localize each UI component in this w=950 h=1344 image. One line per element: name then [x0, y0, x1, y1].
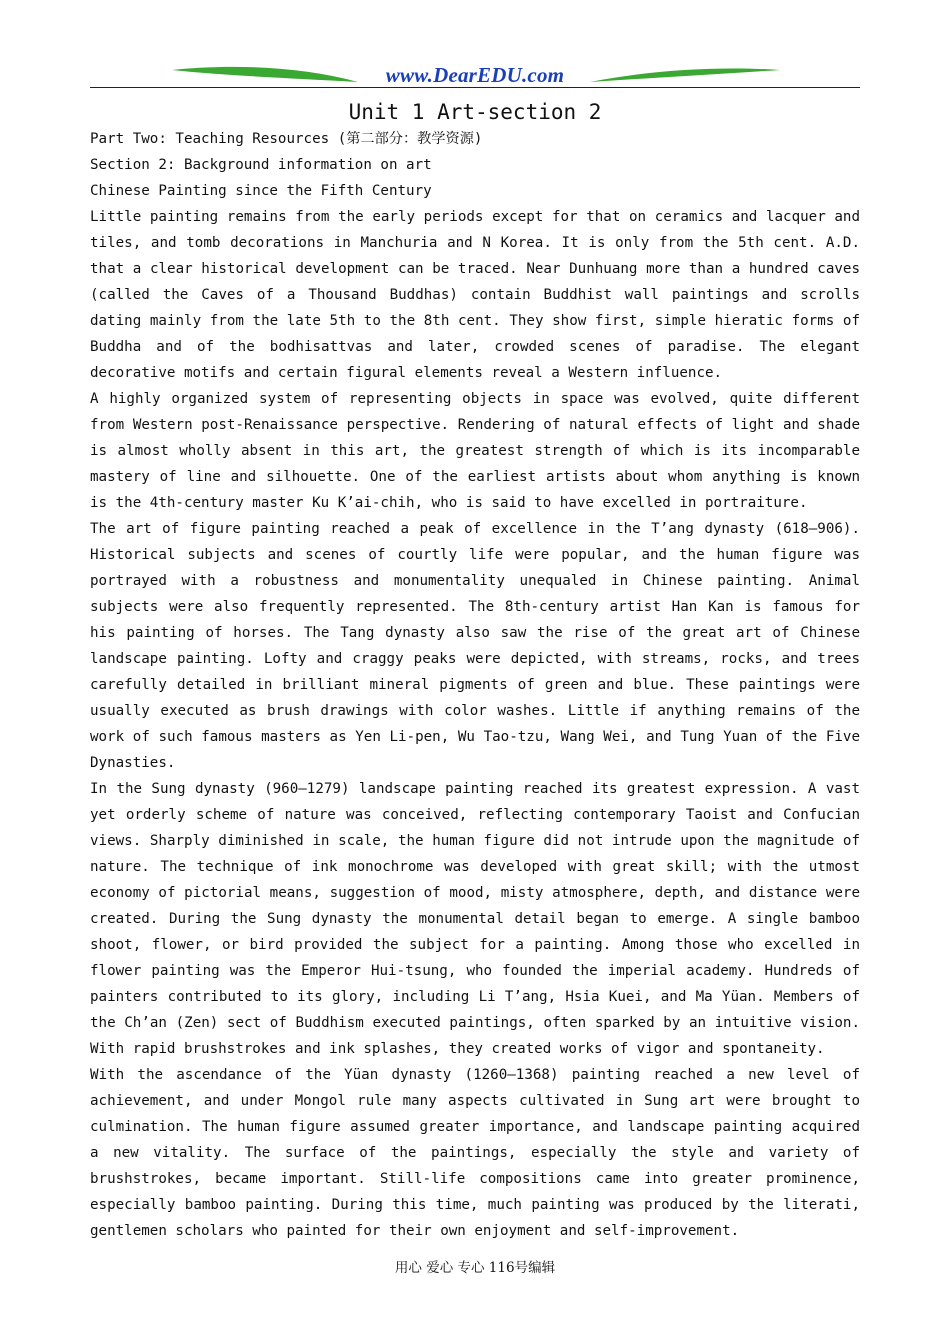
page-footer: 用心 爱心 专心 116号编辑	[394, 1260, 556, 1276]
paragraph-tang-dynasty: The art of figure painting reached a peak of excellence in the T’ang dynasty (618–906). Historical subjects and scenes of courtly life were popular, and the human figure was portrayed with a robustness and monumentality unequaled in Chinese painting. Animal subjects were also frequently represented. The 8th-century artist Han Kan is famous for his painting of horses. The Tang dynasty also saw the rise of the great art of Chinese landscape painting. Lofty and craggy peaks were depicted, with streams, rocks, and trees carefully detailed in brilliant mineral pigments of green and blue. These paintings were usually executed as brush drawings with color washes. Little if anything remains of the work of such famous masters as Yen Li-pen, Wu Tao-tzu, Wang Wei, and Tung Yuan of the Five Dynasties.	[90, 521, 860, 771]
site-header	[90, 62, 860, 90]
site-logo-text[interactable]: www.DearEDU.com	[385, 63, 565, 87]
header-divider	[90, 87, 860, 88]
section-heading: Section 2: Background information on art	[90, 157, 432, 173]
paragraph-space-system: A highly organized system of representing objects in space was evolved, quite different from Western post-Renaissance perspective. Rendering of natural effects of light and shade is almost wholly absent in this art, the greatest strength of which is its incomparable mastery of line and silhouette. One of the earliest artists about whom anything is known is the 4th-century master Ku K’ai-chih, who is said to have excelled in portraiture.	[90, 391, 860, 511]
article-subtitle: Chinese Painting since the Fifth Century	[90, 183, 432, 199]
document-body	[90, 126, 860, 1244]
paragraph-sung-dynasty: In the Sung dynasty (960–1279) landscape painting reached its greatest expression. A vast yet orderly scheme of nature was conceived, reflecting contemporary Taoist and Confucian views. Sharply diminished in scale, the human figure did not intrude upon the magnitude of nature. The technique of ink monochrome was developed with great skill; with the utmost economy of pictorial means, suggestion of mood, misty atmosphere, depth, and distance were created. During the Sung dynasty the monumental detail began to emerge. A single bamboo shoot, flower, or bird provided the subject for a painting. Among those who excelled in flower painting was the Emperor Hui-tsung, who founded the imperial academy. Hundreds of painters contributed to its glory, including Li T’ang, Hsia Kuei, and Ma Yüan. Members of the Ch’an (Zen) sect of Buddhism executed paintings, often sparked by an intuitive vision. With rapid brushstrokes and ink splashes, they created works of vigor and spontaneity.	[90, 781, 860, 1057]
paragraph-yuan-dynasty: With the ascendance of the Yüan dynasty (1260–1368) painting reached a new level of achievement, and under Mongol rule many aspects cultivated in Sung art were brought to culmination. The human figure assumed greater importance, and landscape painting acquired a new vitality. The surface of the paintings, especially the style and variety of brushstrokes, became important. Still-life compositions came into greater prominence, especially bamboo painting. During this time, much painting was produced by the literati, gentlemen scholars who painted for their own enjoyment and self-improvement.	[90, 1067, 860, 1239]
part-heading: Part Two: Teaching Resources (第二部分：教学资源)	[90, 131, 483, 147]
paragraph-early-painting: Little painting remains from the early periods except for that on ceramics and lacquer and tiles, and tomb decorations in Manchuria and N Korea. It is only from the 5th cent. A.D. that a clear historical development can be traced. Near Dunhuang more than a hundred caves (called the Caves of a Thousand Buddhas) contain Buddhist wall paintings and scrolls dating mainly from the late 5th to the 8th cent. They show first, simple hieratic forms of Buddha and of the bodhisattvas and later, crowded scenes of paradise. The elegant decorative motifs and certain figural elements reveal a Western influence.	[90, 209, 860, 381]
page-title: Unit 1 Art-section 2	[348, 100, 602, 124]
